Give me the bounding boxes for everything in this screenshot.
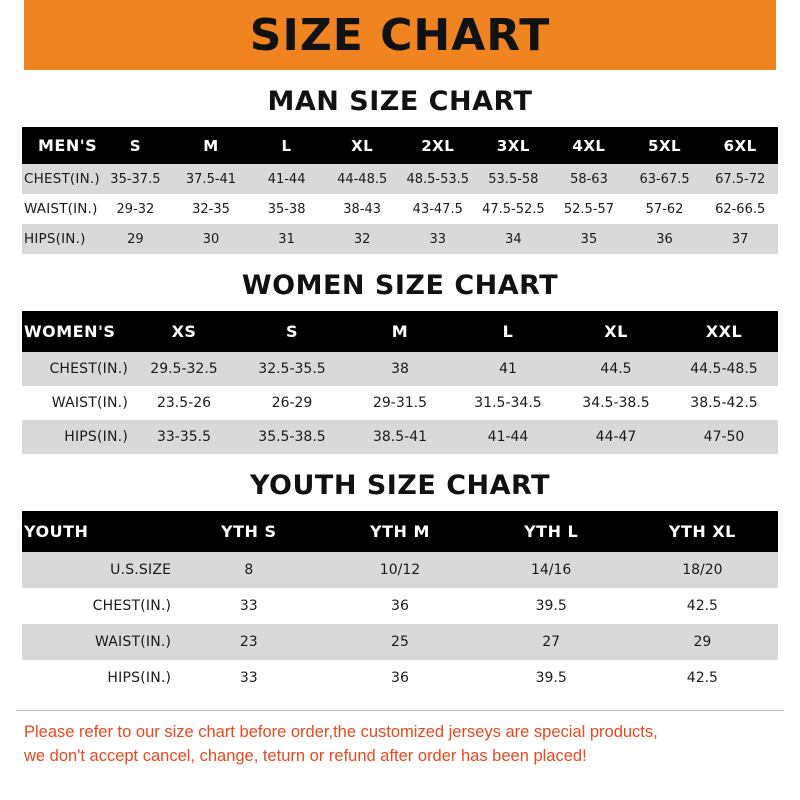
women-chest-xs: 29.5-32.5 — [130, 352, 238, 386]
men-waist-5xl: 57-62 — [627, 194, 703, 224]
men-size-table — [22, 127, 778, 254]
section-title-man: MAN SIZE CHART — [267, 86, 533, 117]
youth-ussize-m: 10/12 — [324, 552, 475, 588]
youth-row-label-ussize: U.S.SIZE — [22, 552, 173, 588]
youth-waist-s: 23 — [173, 624, 324, 660]
youth-chest-s: 33 — [173, 588, 324, 624]
youth-col-header-label: YOUTH — [22, 511, 173, 552]
youth-col-header-xl: YTH XL — [627, 511, 778, 552]
women-col-header-m: M — [346, 311, 454, 352]
youth-table-body — [22, 552, 778, 696]
women-table-head — [22, 311, 778, 352]
section-title-women: WOMEN SIZE CHART — [241, 270, 559, 301]
footer-line-1: Please refer to our size chart before order,the customized jerseys are special products, — [24, 723, 658, 741]
women-hips-s: 35.5-38.5 — [238, 420, 346, 454]
men-waist-2xl: 43-47.5 — [400, 194, 476, 224]
youth-row-label-chest: CHEST(IN.) — [22, 588, 173, 624]
youth-row-label-waist: WAIST(IN.) — [22, 624, 173, 660]
youth-ussize-xl: 18/20 — [627, 552, 778, 588]
women-col-header-label: WOMEN'S — [22, 311, 130, 352]
women-chest-xl: 44.5 — [562, 352, 670, 386]
page-title: SIZE CHART — [249, 9, 551, 61]
men-waist-3xl: 47.5-52.5 — [476, 194, 552, 224]
men-table-body — [22, 164, 778, 254]
youth-waist-l: 27 — [476, 624, 627, 660]
men-hips-xl: 32 — [324, 224, 400, 254]
men-col-header-m: M — [173, 127, 249, 164]
men-col-header-3xl: 3XL — [476, 127, 552, 164]
table-row — [22, 164, 778, 194]
women-col-header-xxl: XXL — [670, 311, 778, 352]
men-hips-6xl: 37 — [702, 224, 778, 254]
men-waist-s: 29-32 — [98, 194, 174, 224]
women-waist-xl: 34.5-38.5 — [562, 386, 670, 420]
youth-ussize-s: 8 — [173, 552, 324, 588]
women-hips-xs: 33-35.5 — [130, 420, 238, 454]
youth-waist-xl: 29 — [627, 624, 778, 660]
men-row-label-hips: HIPS(IN.) — [22, 224, 98, 254]
section-man — [0, 86, 800, 254]
youth-col-header-l: YTH L — [476, 511, 627, 552]
youth-hips-m: 36 — [324, 660, 475, 696]
women-row-label-chest: CHEST(IN.) — [22, 352, 130, 386]
youth-hips-s: 33 — [173, 660, 324, 696]
footer-disclaimer — [0, 711, 800, 769]
table-row — [22, 420, 778, 454]
table-row — [22, 352, 778, 386]
men-chest-2xl: 48.5-53.5 — [400, 164, 476, 194]
women-row-label-waist: WAIST(IN.) — [22, 386, 130, 420]
men-col-header-s: S — [98, 127, 174, 164]
men-chest-3xl: 53.5-58 — [476, 164, 552, 194]
men-chest-m: 37.5-41 — [173, 164, 249, 194]
banner-right-margin — [776, 0, 800, 70]
table-row — [22, 552, 778, 588]
men-chest-s: 35-37.5 — [98, 164, 174, 194]
youth-chest-m: 36 — [324, 588, 475, 624]
women-header-row — [22, 311, 778, 352]
women-chest-l: 41 — [454, 352, 562, 386]
section-youth — [0, 470, 800, 696]
table-row — [22, 224, 778, 254]
table-row — [22, 624, 778, 660]
men-col-header-l: L — [249, 127, 325, 164]
women-hips-xxl: 47-50 — [670, 420, 778, 454]
men-col-header-2xl: 2XL — [400, 127, 476, 164]
men-waist-6xl: 62-66.5 — [702, 194, 778, 224]
youth-chest-l: 39.5 — [476, 588, 627, 624]
table-row — [22, 386, 778, 420]
youth-row-label-hips: HIPS(IN.) — [22, 660, 173, 696]
women-chest-xxl: 44.5-48.5 — [670, 352, 778, 386]
women-waist-m: 29-31.5 — [346, 386, 454, 420]
men-chest-4xl: 58-63 — [551, 164, 627, 194]
youth-chest-xl: 42.5 — [627, 588, 778, 624]
men-col-header-6xl: 6XL — [702, 127, 778, 164]
men-chest-6xl: 67.5-72 — [702, 164, 778, 194]
youth-ussize-l: 14/16 — [476, 552, 627, 588]
youth-col-header-s: YTH S — [173, 511, 324, 552]
men-col-header-label: MEN'S — [22, 127, 98, 164]
women-row-label-hips: HIPS(IN.) — [22, 420, 130, 454]
women-waist-s: 26-29 — [238, 386, 346, 420]
women-col-header-l: L — [454, 311, 562, 352]
women-col-header-xl: XL — [562, 311, 670, 352]
men-hips-2xl: 33 — [400, 224, 476, 254]
women-col-header-xs: XS — [130, 311, 238, 352]
youth-hips-xl: 42.5 — [627, 660, 778, 696]
women-chest-s: 32.5-35.5 — [238, 352, 346, 386]
men-hips-5xl: 36 — [627, 224, 703, 254]
men-hips-4xl: 35 — [551, 224, 627, 254]
youth-header-row — [22, 511, 778, 552]
table-row — [22, 588, 778, 624]
footer-line-2: we don't accept cancel, change, teturn or refund after order has been placed! — [24, 746, 587, 765]
men-col-header-5xl: 5XL — [627, 127, 703, 164]
women-waist-l: 31.5-34.5 — [454, 386, 562, 420]
men-chest-l: 41-44 — [249, 164, 325, 194]
youth-size-table — [22, 511, 778, 696]
women-hips-xl: 44-47 — [562, 420, 670, 454]
men-hips-3xl: 34 — [476, 224, 552, 254]
women-hips-l: 41-44 — [454, 420, 562, 454]
men-waist-m: 32-35 — [173, 194, 249, 224]
women-size-table — [22, 311, 778, 454]
men-chest-xl: 44-48.5 — [324, 164, 400, 194]
men-col-header-xl: XL — [324, 127, 400, 164]
men-col-header-4xl: 4XL — [551, 127, 627, 164]
table-row — [22, 194, 778, 224]
women-waist-xs: 23.5-26 — [130, 386, 238, 420]
men-waist-l: 35-38 — [249, 194, 325, 224]
men-waist-4xl: 52.5-57 — [551, 194, 627, 224]
men-hips-m: 30 — [173, 224, 249, 254]
women-chest-m: 38 — [346, 352, 454, 386]
men-row-label-chest: CHEST(IN.) — [22, 164, 98, 194]
page-banner — [0, 0, 800, 70]
section-title-youth: YOUTH SIZE CHART — [249, 470, 551, 501]
women-table-body — [22, 352, 778, 454]
men-chest-5xl: 63-67.5 — [627, 164, 703, 194]
men-header-row — [22, 127, 778, 164]
banner-left-margin — [0, 0, 24, 70]
men-hips-l: 31 — [249, 224, 325, 254]
youth-table-head — [22, 511, 778, 552]
women-hips-m: 38.5-41 — [346, 420, 454, 454]
men-waist-xl: 38-43 — [324, 194, 400, 224]
table-row — [22, 660, 778, 696]
men-table-head — [22, 127, 778, 164]
youth-waist-m: 25 — [324, 624, 475, 660]
women-waist-xxl: 38.5-42.5 — [670, 386, 778, 420]
men-hips-s: 29 — [98, 224, 174, 254]
youth-hips-l: 39.5 — [476, 660, 627, 696]
women-col-header-s: S — [238, 311, 346, 352]
men-row-label-waist: WAIST(IN.) — [22, 194, 98, 224]
youth-col-header-m: YTH M — [324, 511, 475, 552]
section-women — [0, 270, 800, 454]
